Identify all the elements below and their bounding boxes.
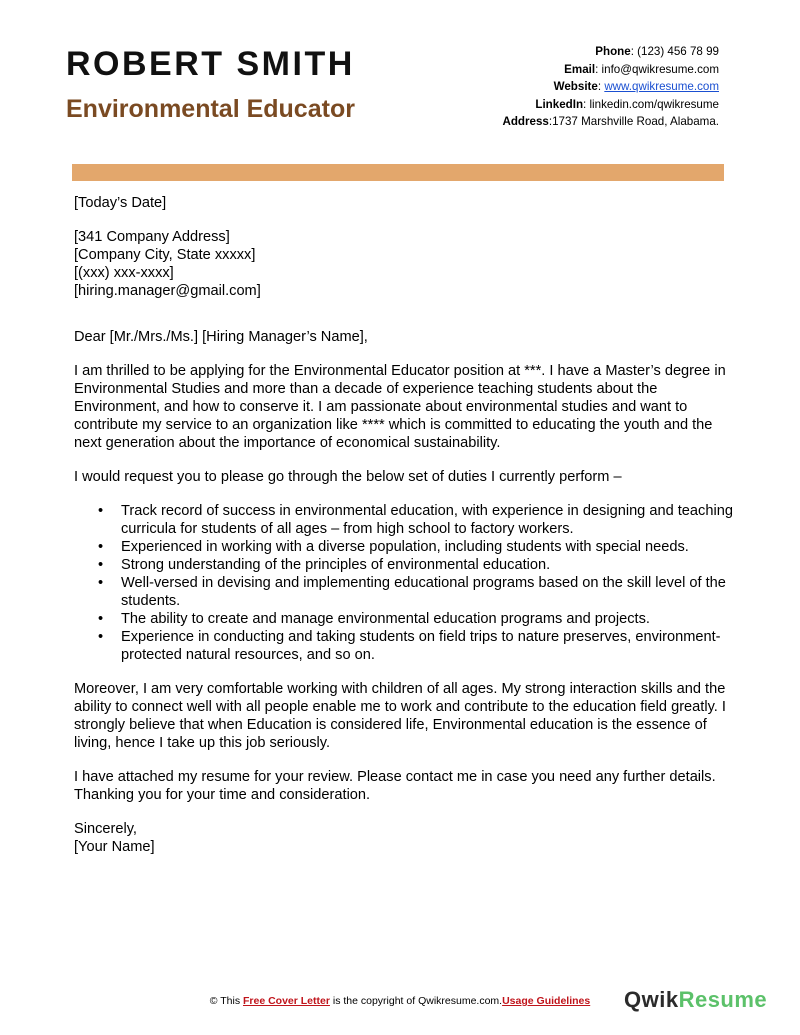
email-value: : info@qwikresume.com bbox=[595, 62, 719, 76]
duty-item: • Strong understanding of the principles of environmental education. bbox=[121, 556, 734, 574]
duty-item: • Well-versed in devising and implementing educational programs based on the skill level of the students. bbox=[121, 574, 734, 610]
candidate-name: ROBERT SMITH bbox=[66, 45, 355, 83]
recipient-line: [(xxx) xxx-xxxx] bbox=[74, 265, 174, 281]
email-label: Email bbox=[564, 62, 596, 76]
contact-linkedin bbox=[502, 96, 719, 114]
free-cover-letter-link[interactable]: Free Cover Letter bbox=[242, 995, 330, 1007]
website-separator: : bbox=[597, 80, 605, 94]
address-value: :1737 Marshville Road, Alabama. bbox=[548, 115, 719, 129]
moreover-paragraph: Moreover, I am very comfortable working with children of all ages. My strong interaction skills and the ability to connect well with all people enable me to work and contribute to the education field greatly. I strongly believe that when Education is considered life, Environmental education is the essence of living, hence I take up this job seriously. bbox=[74, 681, 726, 751]
contact-website bbox=[502, 78, 719, 96]
duty-item: • Experience in conducting and taking students on field trips to nature preserves, environment-protected natural resources, and so on. bbox=[121, 628, 734, 664]
website-link[interactable]: www.qwikresume.com bbox=[604, 80, 719, 94]
duty-item: • Experienced in working with a diverse population, including students with special needs. bbox=[121, 538, 734, 556]
salutation: Dear [Mr./Mrs./Ms.] [Hiring Manager’s Name], bbox=[74, 329, 368, 345]
duty-item: • The ability to create and manage environmental education programs and projects. bbox=[121, 610, 734, 628]
qwikresume-logo bbox=[624, 988, 767, 1012]
linkedin-label: LinkedIn bbox=[535, 97, 584, 111]
accent-divider-bar bbox=[72, 164, 724, 181]
signature: [Your Name] bbox=[74, 839, 155, 855]
phone-label: Phone bbox=[595, 45, 631, 58]
phone-value: : (123) 456 78 99 bbox=[630, 45, 719, 58]
footer-middle: is the copyright of Qwikresume.com. bbox=[329, 995, 503, 1007]
contact-block bbox=[502, 43, 719, 131]
logo-part-resume: Resume bbox=[678, 987, 768, 1012]
duty-item: • Track record of success in environmental education, with experience in designing and teaching curricula for students of all ages – from high school to factory workers. bbox=[121, 502, 734, 538]
closing-paragraph: I have attached my resume for your review. Please contact me in case you need any further details. Thanking you for your time and consideration. bbox=[74, 769, 716, 803]
job-title: Environmental Educator bbox=[66, 95, 355, 123]
recipient-line: [hiring.manager@gmail.com] bbox=[74, 283, 261, 299]
signoff: Sincerely, bbox=[74, 821, 137, 837]
letter-date: [Today’s Date] bbox=[74, 195, 167, 211]
usage-guidelines-link[interactable]: Usage Guidelines bbox=[502, 995, 591, 1007]
logo-part-qwik: Qwik bbox=[624, 987, 679, 1012]
letter-body bbox=[74, 194, 734, 856]
footer-prefix: © This bbox=[209, 995, 243, 1007]
contact-phone bbox=[502, 43, 719, 61]
contact-email bbox=[502, 61, 719, 79]
website-label: Website bbox=[553, 80, 598, 94]
recipient-line: [Company City, State xxxxx] bbox=[74, 247, 256, 263]
intro-paragraph: I am thrilled to be applying for the Environmental Educator position at ***. I have a Master’s degree in Environmental Studies and more than a decade of experience teaching students about the Environment, and how to conserve it. I am passionate about environmental studies and want to contribute my service to an organization like **** which is committed to educating the youth and the next generation about the importance of economical sustainability. bbox=[74, 363, 726, 451]
duties-intro: I would request you to please go through the below set of duties I currently perform – bbox=[74, 469, 622, 485]
address-label: Address bbox=[502, 115, 549, 129]
contact-address bbox=[502, 113, 719, 131]
recipient-address bbox=[74, 228, 734, 300]
duties-list bbox=[74, 502, 734, 664]
recipient-line: [341 Company Address] bbox=[74, 229, 230, 245]
linkedin-value: : linkedin.com/qwikresume bbox=[583, 97, 719, 111]
